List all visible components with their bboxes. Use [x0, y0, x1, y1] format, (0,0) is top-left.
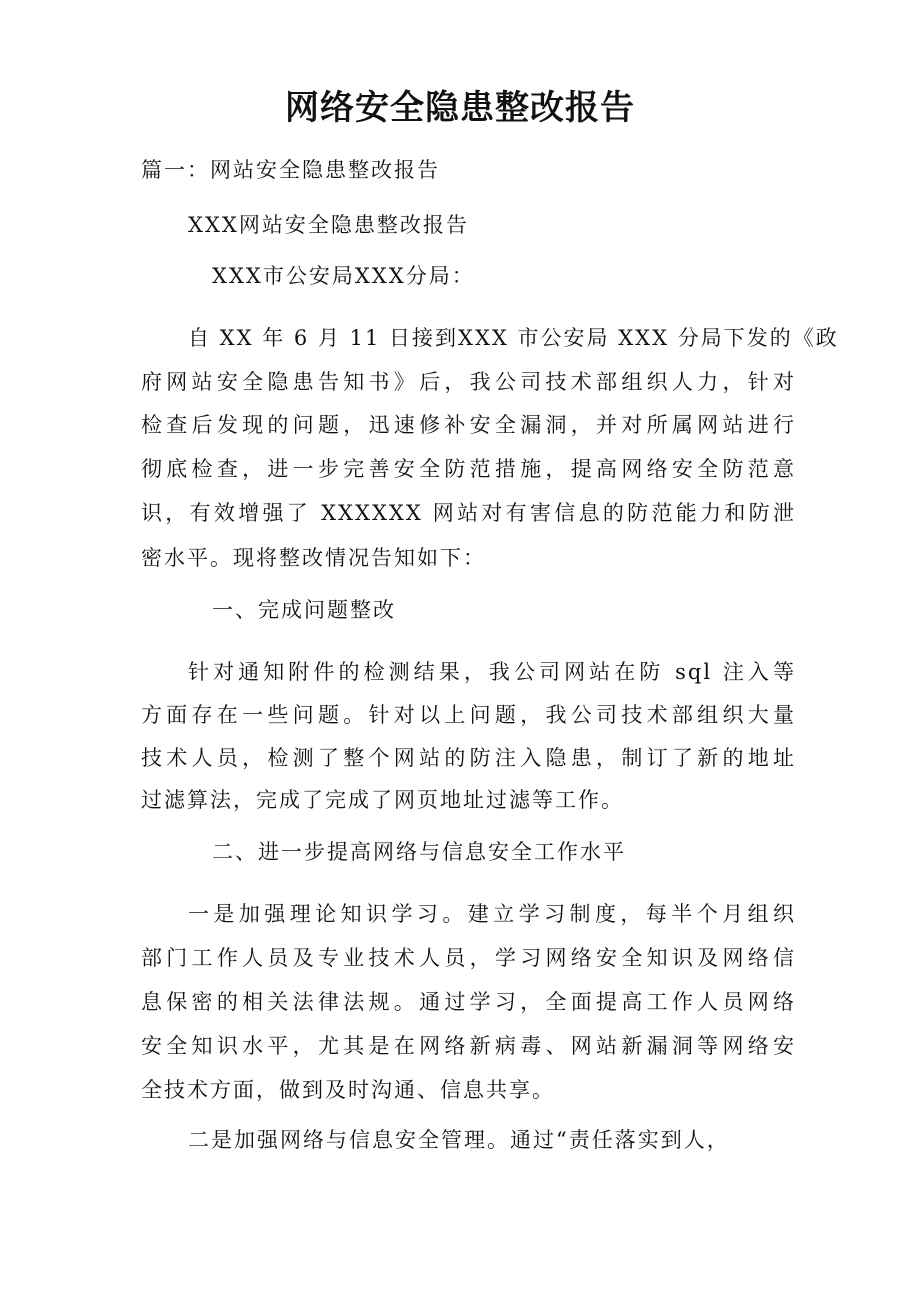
- report-subtitle: XXX网站安全隐患整改报告: [188, 213, 469, 237]
- paragraph-line: 方面存在一些问题。针对以上问题，我公司技术部组织大量: [141, 703, 796, 727]
- paragraph-line: 彻底检查，进一步完善安全防范措施，提高网络安全防范意: [141, 457, 796, 481]
- paragraph-line: 一是加强理论知识学习。建立学习制度，每半个月组织: [188, 902, 796, 926]
- paragraph-line: 密水平。现将整改情况告知如下：: [141, 546, 486, 570]
- paragraph-line: 过滤算法，完成了完成了网页地址过滤等工作。: [141, 788, 624, 812]
- paragraph-line: 府网站安全隐患告知书》后，我公司技术部组织人力，针对: [141, 370, 796, 394]
- paragraph-line: 息保密的相关法律法规。通过学习，全面提高工作人员网络: [141, 990, 796, 1014]
- heading-complete-rectification: 一、完成问题整改: [212, 598, 396, 622]
- paragraph-line: 技术人员，检测了整个网站的防注入隐患，制订了新的地址: [141, 746, 796, 770]
- section-heading: 篇一：网站安全隐患整改报告: [141, 158, 440, 182]
- document-title: 网络安全隐患整改报告: [285, 88, 635, 128]
- paragraph-line: 检查后发现的问题，迅速修补安全漏洞，并对所属网站进行: [141, 413, 796, 437]
- paragraph-line: 部门工作人员及专业技术人员，学习网络安全知识及网络信: [141, 946, 796, 970]
- addressee: XXX市公安局XXX分局：: [212, 264, 475, 288]
- paragraph-line: 识，有效增强了 XXXXXX 网站对有害信息的防范能力和防泄: [141, 501, 796, 525]
- paragraph-line: 安全知识水平，尤其是在网络新病毒、网站新漏洞等网络安: [141, 1034, 796, 1058]
- paragraph-line: 二是加强网络与信息安全管理。通过“责任落实到人，: [188, 1128, 730, 1152]
- paragraph-line: 全技术方面，做到及时沟通、信息共享。: [141, 1078, 555, 1102]
- heading-improve-security: 二、进一步提高网络与信息安全工作水平: [212, 840, 626, 864]
- paragraph-line: 针对通知附件的检测结果，我公司网站在防 sql 注入等: [188, 660, 796, 684]
- paragraph-line: 自 XX 年 6 月 11 日接到XXX 市公安局 XXX 分局下发的《政: [188, 326, 839, 350]
